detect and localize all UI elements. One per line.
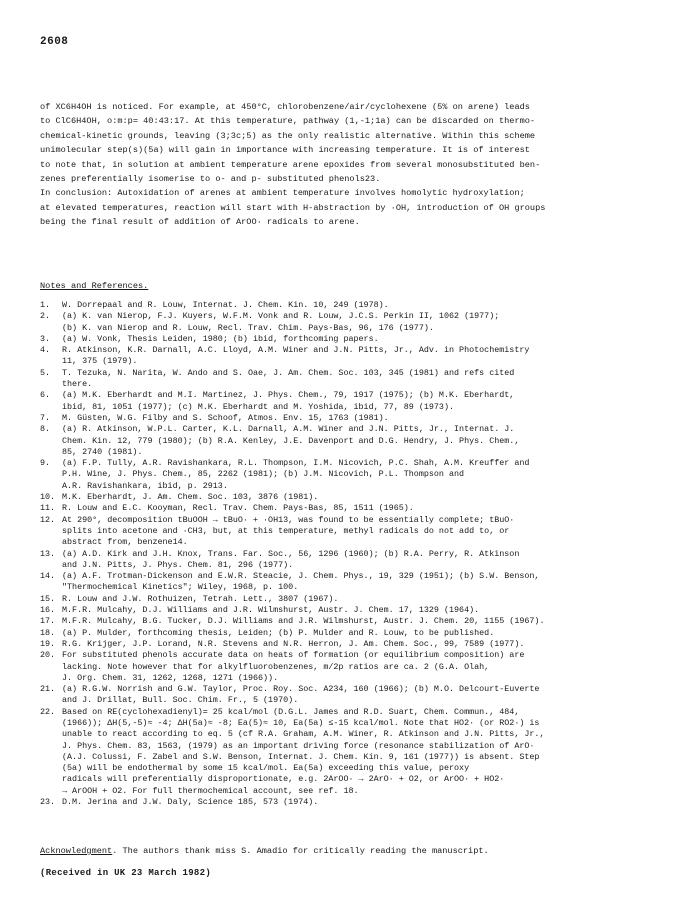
reference-item	[40, 639, 660, 650]
reference-line: (a) P. Mulder, forthcoming thesis, Leiden; (b) P. Mulder and R. Louw, to be published.	[62, 627, 495, 638]
reference-number: 17.	[40, 616, 56, 627]
reference-line: and J. Drillat, Bull. Soc. Chim. Fr., 5 (1970).	[62, 695, 299, 706]
reference-item	[40, 413, 660, 424]
reference-line: M.K. Eberhardt, J. Am. Chem. Soc. 103, 3876 (1981).	[62, 492, 319, 503]
reference-item	[40, 594, 660, 605]
body-line: of XC6H4OH is noticed. For example, at 450°C, chlorobenzene/air/cyclohexene (5% on arene) leads	[40, 102, 530, 112]
acknowledgment	[40, 846, 660, 856]
acknowledgment-label: Acknowledgment	[40, 846, 113, 856]
reference-line: (a) M.K. Eberhardt and M.I. Martinez, J. Phys. Chem., 79, 1917 (1975); (b) M.K. Eberhardt,	[62, 390, 515, 401]
reference-number: 7.	[40, 412, 51, 423]
reference-item	[40, 390, 660, 413]
reference-item	[40, 424, 660, 458]
reference-line: R. Louw and E.C. Kooyman, Recl. Trav. Chem. Pays-Bas, 85, 1511 (1965).	[62, 503, 414, 514]
reference-item	[40, 549, 660, 572]
reference-line: (A.J. Colussi, F. Zabel and S.W. Benson, Internat. J. Chem. Kin. 9, 161 (1977)) is absent. Step	[62, 751, 540, 762]
reference-line: (a) R.G.W. Norrish and G.W. Taylor, Proc. Roy. Soc. A234, 160 (1966); (b) M.O. Delcourt-Euverte	[62, 684, 540, 695]
reference-line: abstract from, benzene14.	[62, 537, 188, 548]
reference-number: 5.	[40, 367, 51, 378]
body-line: zenes preferentially isomerise to o- and p- substituted phenols23.	[40, 173, 381, 184]
reference-item	[40, 311, 660, 334]
reference-item	[40, 492, 660, 503]
reference-line: (a) F.P. Tully, A.R. Ravishankara, R.L. Thompson, I.M. Nicovich, P.C. Shah, A.M. Kreuffer and	[62, 458, 530, 469]
reference-number: 12.	[40, 514, 56, 525]
reference-number: 22.	[40, 706, 56, 717]
reference-item	[40, 515, 660, 549]
received-date: (Received in UK 23 March 1982)	[40, 868, 212, 878]
acknowledgment-text: . The authors thank miss S. Amadio for critically reading the manuscript.	[112, 846, 489, 856]
reference-item	[40, 605, 660, 616]
reference-line: M. Güsten, W.G. Filby and S. Schoof, Atmos. Env. 15, 1763 (1981).	[62, 412, 389, 423]
reference-item	[40, 616, 660, 627]
reference-line: R.G. Krijger, J.P. Lorand, N.R. Stevens and N.R. Herron, J. Am. Chem. Soc., 99, 7589 (1977).	[62, 638, 525, 649]
reference-number: 9.	[40, 458, 51, 469]
reference-item	[40, 797, 660, 808]
body-line: being the final result of addition of ArOO· radicals to arene.	[40, 217, 360, 228]
reference-number: 19.	[40, 638, 56, 649]
reference-number: 16.	[40, 605, 56, 616]
reference-line: J. Org. Chem. 31, 1262, 1268, 1271 (1966)).	[62, 672, 279, 683]
reference-line: 11, 375 (1979).	[62, 356, 138, 367]
reference-line: J. Phys. Chem. 83, 1563, (1979) as an important driving force (resonance stabilization of ArO·	[62, 740, 535, 751]
reference-item	[40, 628, 660, 639]
reference-line: D.M. Jerina and J.W. Daly, Science 185, 573 (1974).	[62, 797, 319, 808]
reference-number: 11.	[40, 503, 56, 514]
reference-line: lacking. Note however that for alkylfluorobenzenes, m/2p ratios are ca. 2 (G.A. Olah,	[62, 661, 490, 672]
reference-number: 14.	[40, 571, 56, 582]
body-line: chemical-kinetic grounds, leaving (3;3c;5) as the only realistic alternative. Within this scheme	[40, 130, 536, 141]
reference-line: (a) A.D. Kirk and J.H. Knox, Trans. Far. Soc., 56, 1296 (1960); (b) R.A. Perry, R. Atkinson	[62, 548, 520, 559]
reference-item	[40, 345, 660, 368]
reference-number: 6.	[40, 390, 51, 401]
reference-line: there.	[62, 379, 93, 390]
reference-line: M.F.R. Mulcahy, D.J. Williams and J.R. Wilmshurst, Austr. J. Chem. 17, 1329 (1964).	[62, 605, 480, 616]
body-line: to note that, in solution at ambient temperature arene epoxides from several monosubstituted ben-	[40, 159, 541, 170]
reference-line: (1966)); ΔH(5,-5)≈ -4; ΔH(5a)≈ -8; Ea(5)≈ 10, Ea(5a) ≤-15 kcal/mol. Note that HO2· (or RO2·) is	[62, 717, 540, 728]
reference-line: R. Atkinson, K.R. Darnall, A.C. Lloyd, A.M. Winer and J.N. Pitts, Jr., Adv. in Photochemistry	[62, 345, 530, 356]
reference-line: For substituted phenols accurate data on heats of formation (or equilibrium composition) are	[62, 650, 525, 661]
reference-number: 8.	[40, 424, 51, 435]
reference-line: ibid, 81, 1051 (1977); (c) M.K. Eberhardt and M. Yoshida, ibid, 77, 89 (1973).	[62, 401, 455, 412]
reference-line: (b) K. van Nierop and R. Louw, Recl. Trav. Chim. Pays-Bas, 96, 176 (1977).	[62, 322, 434, 333]
reference-line: radicals will preferentially disproportionate, e.g. 2ArOO· → 2ArO· + O2, or ArOO· + HO2·	[62, 774, 505, 785]
reference-item	[40, 684, 660, 707]
reference-line: → ArOOH + O2. For full thermochemical account, see ref. 18.	[62, 785, 359, 796]
reference-line: (5a) will be endothermal by some 15 kcal/mol. Ea(5a) exceeding this value, peroxy	[62, 763, 470, 774]
reference-number: 23.	[40, 797, 56, 808]
reference-item	[40, 650, 660, 684]
reference-line: P.H. Wine, J. Phys. Chem., 85, 2262 (1981); (b) J.M. Nicovich, P.L. Thompson and	[62, 469, 465, 480]
reference-number: 1.	[40, 300, 51, 310]
reference-item	[40, 707, 660, 797]
reference-line: 85, 2740 (1981).	[62, 446, 143, 457]
reference-line: Chem. Kin. 12, 779 (1980); (b) R.A. Kenley, J.E. Davenport and D.G. Hendry, J. Phys. Chem.,	[62, 435, 520, 446]
references-list	[40, 300, 660, 808]
reference-line: (a) R. Atkinson, W.P.L. Carter, K.L. Darnall, A.M. Winer and J.N. Pitts, Jr., Internat. J.	[62, 424, 515, 435]
reference-line: At 290°, decomposition tBuOOH → tBuO· + ·OH13, was found to be essentially complete; tBuO·	[62, 514, 515, 525]
reference-number: 4.	[40, 345, 51, 356]
body-text	[40, 100, 650, 230]
reference-number: 10.	[40, 492, 56, 503]
reference-line: A.R. Ravishankara, ibid, p. 2913.	[62, 480, 228, 491]
reference-item	[40, 300, 660, 311]
reference-line: (a) A.F. Trotman-Dickenson and E.W.R. Steacie, J. Chem. Phys., 19, 329 (1951); (b) S.W. Benson,	[62, 571, 540, 582]
reference-line: (a) W. Vonk, Thesis Leiden, 1980; (b) ibid, forthcoming papers.	[62, 333, 379, 344]
reference-item	[40, 571, 660, 594]
notes-heading: Notes and References.	[40, 281, 149, 291]
reference-number: 2.	[40, 311, 51, 322]
reference-item	[40, 503, 660, 514]
reference-number: 15.	[40, 593, 56, 604]
reference-line: W. Dorrepaal and R. Louw, Internat. J. Chem. Kin. 10, 249 (1978).	[62, 300, 389, 310]
reference-item	[40, 368, 660, 391]
reference-line: (a) K. van Nierop, F.J. Kuyers, W.F.M. Vonk and R. Louw, J.C.S. Perkin II, 1062 (1977);	[62, 311, 500, 322]
body-line: at elevated temperatures, reaction will start with H-abstraction by ·OH, introduction of OH groups	[40, 202, 546, 213]
reference-number: 3.	[40, 333, 51, 344]
page-number: 2608	[40, 36, 69, 48]
body-line: unimolecular step(s)(5a) will gain in importance with increasing temperature. It is of interest	[40, 145, 530, 156]
reference-item	[40, 458, 660, 492]
reference-number: 21.	[40, 684, 56, 695]
reference-line: "Thermochemical Kinetics"; Wiley, 1968, p. 100.	[62, 582, 299, 593]
body-line: to ClC6H4OH, o:m:p= 40:43:17. At this temperature, pathway (1,-1;1a) can be discarded on thermo-	[40, 116, 536, 127]
reference-line: R. Louw and J.W. Rothuizen, Tetrah. Lett., 3807 (1967).	[62, 593, 339, 604]
reference-line: Based on RE(cyclohexadienyl)= 25 kcal/mol (D.G.L. James and R.D. Suart, Chem. Commun., 484,	[62, 706, 520, 717]
reference-line: T. Tezuka, N. Narita, W. Ando and S. Oae, J. Am. Chem. Soc. 103, 345 (1981) and refs cited	[62, 367, 515, 378]
reference-item	[40, 334, 660, 345]
reference-line: splits into acetone and ·CH3, but, at this temperature, methyl radicals do not add to, or	[62, 525, 510, 536]
reference-number: 13.	[40, 548, 56, 559]
reference-number: 18.	[40, 627, 56, 638]
body-line: In conclusion: Autoxidation of arenes at ambient temperature involves homolytic hydroxylation;	[40, 188, 525, 199]
reference-number: 20.	[40, 650, 56, 661]
reference-line: unable to react according to eq. 5 (cf R.A. Graham, A.M. Winer, R. Atkinson and J.N. Pitts, Jr.,	[62, 729, 545, 740]
reference-line: M.F.R. Mulcahy, B.G. Tucker, D.J. Williams and J.R. Wilmshurst, Austr. J. Chem. 20, 1155 (1967).	[62, 616, 545, 627]
reference-line: and J.N. Pitts, J. Phys. Chem. 81, 296 (1977).	[62, 559, 294, 570]
